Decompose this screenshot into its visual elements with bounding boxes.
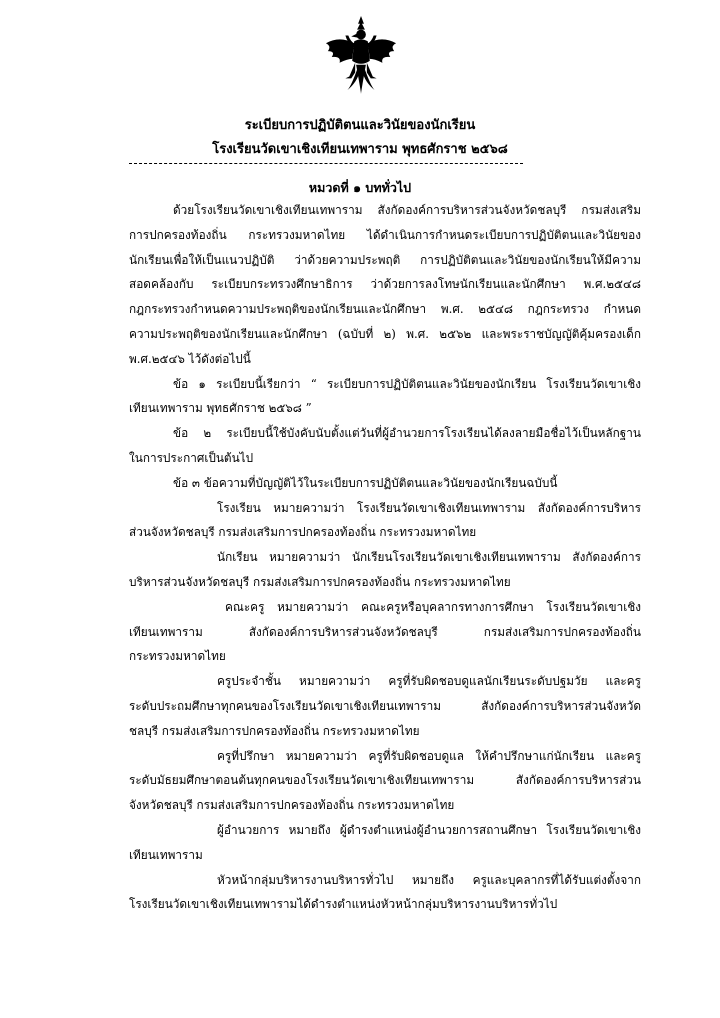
definition-line: คณะครู หมายความว่า คณะครูหรือบุคลากรทางการศึกษา โรงเรียนวัดเขาเชิง (225, 599, 641, 614)
definition-line: ส่วนจังหวัดชลบุรี กรมส่งเสริมการปกครองท้องถิ่น กระทรวงมหาดไทย (129, 525, 477, 540)
definition-line: ระดับประถมศึกษาทุกคนของโรงเรียนวัดเขาเชิงเทียนเทพาราม สังกัดองค์การบริหารส่วนจังหวัด (129, 698, 641, 713)
clause-line: ในการประกาศเป็นต้นไป (129, 450, 254, 465)
definition-line: นักเรียน หมายความว่า นักเรียนโรงเรียนวัดเขาเชิงเทียนเทพาราม สังกัดองค์การ (217, 550, 641, 565)
definition-line: เทียนเทพาราม (129, 847, 203, 862)
definition-line: ครูที่ปรึกษา หมายความว่า ครูที่รับผิดชอบดูแล ให้คำปรึกษาแก่นักเรียน และครู (217, 748, 641, 763)
paragraph-line: ความประพฤติของนักเรียนและนักศึกษา (ฉบับที่ ๒) พ.ศ. ๒๕๖๒ และพระราชบัญญัติคุ้มครองเด็ก (129, 326, 641, 341)
garuda-emblem-icon (322, 14, 400, 96)
section-heading: หมวดที่ ๑ บททั่วไป (308, 180, 412, 195)
definition-line: โรงเรียน หมายความว่า โรงเรียนวัดเขาเชิงเทียนเทพาราม สังกัดองค์การบริหาร (217, 500, 641, 515)
definition-line: ผู้อำนวยการ หมายถึง ผู้ดำรงตำแหน่งผู้อำนวยการสถานศึกษา โรงเรียนวัดเขาเชิง (217, 822, 641, 837)
paragraph-line: สอดคล้องกับ ระเบียบกระทรวงศึกษาธิการ ว่าด้วยการลงโทษนักเรียนและนักศึกษา พ.ศ.๒๕๔๘ (129, 277, 641, 292)
definition-line: บริหารส่วนจังหวัดชลบุรี กรมส่งเสริมการปกครองท้องถิ่น กระทรวงมหาดไทย (129, 574, 511, 589)
paragraph-line: การปกครองท้องถิ่น กระทรวงมหาดไทย ได้ดำเนินการกำหนดระเบียบการปฏิบัติตนและวินัยของ (129, 227, 641, 242)
paragraph-line: นักเรียนเพื่อให้เป็นแนวปฏิบัติ ว่าด้วยความประพฤติ การปฏิบัติตนและวินัยของนักเรียนให้มีความ (129, 252, 641, 267)
definition-line: หัวหน้ากลุ่มบริหารงานบริหารทั่วไป หมายถึง ครูและบุคลากรที่ได้รับแต่งตั้งจาก (217, 872, 641, 887)
clause-line: ข้อ ๒ ระเบียบนี้ใช้บังคับนับตั้งแต่วันที่ผู้อำนวยการโรงเรียนได้ลงลายมือชื่อไว้เป็นหลักฐาน (173, 426, 641, 441)
paragraph-line: พ.ศ.๒๕๔๖ ไว้ดังต่อไปนี้ (129, 351, 251, 366)
document-body (129, 198, 641, 917)
dashed-divider (129, 163, 523, 164)
definition-line: ครูประจำชั้น หมายความว่า ครูที่รับผิดชอบดูแลนักเรียนระดับปฐมวัย และครู (217, 674, 641, 689)
paragraph-line: กฎกระทรวงกำหนดความประพฤติของนักเรียนและนักศึกษา พ.ศ. ๒๕๔๘ กฎกระทรวง กำหนด (129, 302, 641, 317)
document-subtitle: โรงเรียนวัดเขาเชิงเทียนเทพาราม พุทธศักราช ๒๕๖๘ (212, 142, 508, 157)
clause-line: ข้อ ๑ ระเบียบนี้เรียกว่า “ ระเบียบการปฏิบัติตนและวินัยของนักเรียน โรงเรียนวัดเขาเชิง (173, 376, 641, 391)
definition-line: กระทรวงมหาดไทย (129, 649, 226, 664)
definition-line: โรงเรียนวัดเขาเชิงเทียนเทพารามได้ดำรงตำแหน่งหัวหน้ากลุ่มบริหารงานบริหารทั่วไป (129, 897, 558, 912)
definition-line: ระดับมัธยมศึกษาตอนต้นทุกคนของโรงเรียนวัดเขาเชิงเทียนเทพาราม สังกัดองค์การบริหารส่วน (129, 773, 641, 788)
clause-line: เทียนเทพาราม พุทธศักราช ๒๕๖๘ ” (129, 401, 312, 416)
paragraph-line: ด้วยโรงเรียนวัดเขาเชิงเทียนเทพาราม สังกัดองค์การบริหารส่วนจังหวัดชลบุรี กรมส่งเสริม (173, 203, 641, 217)
clause-line: ข้อ ๓ ข้อความที่บัญญัติไว้ในระเบียบการปฏิบัติตนและวินัยของนักเรียนฉบับนี้ (173, 475, 558, 490)
definition-line: เทียนเทพาราม สังกัดองค์การบริหารส่วนจังหวัดชลบุรี กรมส่งเสริมการปกครองท้องถิ่น (129, 624, 641, 639)
definition-line: จังหวัดชลบุรี กรมส่งเสริมการปกครองท้องถิ่น กระทรวงมหาดไทย (129, 798, 455, 813)
document-title: ระเบียบการปฏิบัติตนและวินัยของนักเรียน (244, 118, 476, 133)
definition-line: ชลบุรี กรมส่งเสริมการปกครองท้องถิ่น กระทรวงมหาดไทย (129, 723, 420, 738)
